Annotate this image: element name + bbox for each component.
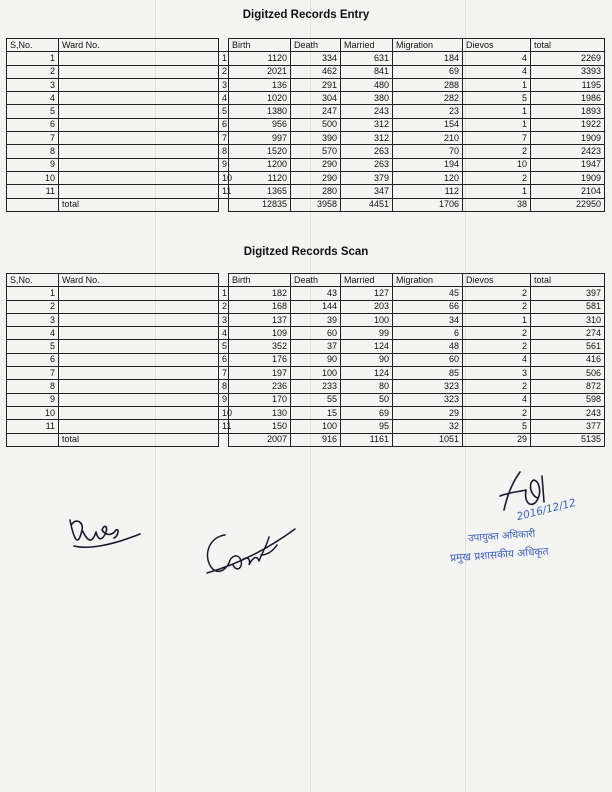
- value-cell: 69: [393, 65, 463, 78]
- value-cell: 872: [531, 380, 605, 393]
- value-cell: 4: [463, 393, 531, 406]
- value-cell: 66: [393, 300, 463, 313]
- value-cell: 312: [341, 132, 393, 145]
- total-value-cell: 38: [463, 198, 531, 211]
- value-cell: 263: [341, 158, 393, 171]
- table-row: [7, 65, 605, 78]
- table-row: [7, 353, 605, 366]
- value-cell: 631: [341, 52, 393, 65]
- table-row: [7, 145, 605, 158]
- value-cell: 203: [341, 300, 393, 313]
- column-header: Death: [291, 39, 341, 52]
- serial-number-cell: 6: [7, 118, 59, 131]
- column-header: Married: [341, 39, 393, 52]
- value-cell: 120: [393, 171, 463, 184]
- total-value-cell: 3958: [291, 198, 341, 211]
- total-value-cell: 5135: [531, 433, 605, 446]
- value-cell: 80: [341, 380, 393, 393]
- total-value-cell: 4451: [341, 198, 393, 211]
- value-cell: 15: [291, 406, 341, 419]
- value-cell: 282: [393, 92, 463, 105]
- ward-blank-cell: [59, 300, 219, 313]
- serial-number-cell: 3: [7, 313, 59, 326]
- value-cell: 70: [393, 145, 463, 158]
- value-cell: 379: [341, 171, 393, 184]
- value-cell: 95: [341, 420, 393, 433]
- value-cell: 380: [341, 92, 393, 105]
- blank-cell: [219, 198, 229, 211]
- ward-blank-cell: [59, 52, 219, 65]
- value-cell: 1200: [229, 158, 291, 171]
- value-cell: 581: [531, 300, 605, 313]
- ward-blank-cell: [59, 340, 219, 353]
- value-cell: 2: [463, 171, 531, 184]
- value-cell: 124: [341, 367, 393, 380]
- value-cell: 390: [291, 132, 341, 145]
- total-value-cell: 12835: [229, 198, 291, 211]
- serial-number-cell: 4: [7, 92, 59, 105]
- column-header: Migration: [393, 39, 463, 52]
- ward-number-cell: 4: [219, 327, 229, 340]
- ward-number-cell: 10: [219, 406, 229, 419]
- ward-blank-cell: [59, 185, 219, 198]
- value-cell: 598: [531, 393, 605, 406]
- value-cell: 2: [463, 300, 531, 313]
- value-cell: 39: [291, 313, 341, 326]
- table-row: [7, 367, 605, 380]
- serial-number-cell: 4: [7, 327, 59, 340]
- serial-number-cell: 2: [7, 65, 59, 78]
- value-cell: 176: [229, 353, 291, 366]
- blank-cell: [219, 433, 229, 446]
- ward-blank-cell: [59, 105, 219, 118]
- ward-blank-cell: [59, 313, 219, 326]
- serial-number-cell: 11: [7, 420, 59, 433]
- column-header: Migration: [393, 274, 463, 287]
- value-cell: 462: [291, 65, 341, 78]
- column-header: S,No.: [7, 39, 59, 52]
- value-cell: 500: [291, 118, 341, 131]
- total-label-cell: total: [59, 198, 219, 211]
- ward-number-cell: 9: [219, 393, 229, 406]
- value-cell: 154: [393, 118, 463, 131]
- serial-number-cell: 1: [7, 287, 59, 300]
- value-cell: 3: [463, 367, 531, 380]
- value-cell: 1365: [229, 185, 291, 198]
- value-cell: 290: [291, 171, 341, 184]
- value-cell: 144: [291, 300, 341, 313]
- value-cell: 34: [393, 313, 463, 326]
- ward-blank-cell: [59, 145, 219, 158]
- table-row: [7, 132, 605, 145]
- table-row: [7, 92, 605, 105]
- value-cell: 55: [291, 393, 341, 406]
- ward-blank-cell: [59, 420, 219, 433]
- value-cell: 4: [463, 353, 531, 366]
- value-cell: 1922: [531, 118, 605, 131]
- value-cell: 233: [291, 380, 341, 393]
- value-cell: 377: [531, 420, 605, 433]
- value-cell: 100: [341, 313, 393, 326]
- ward-blank-cell: [59, 78, 219, 91]
- blank-cell: [7, 433, 59, 446]
- value-cell: 1986: [531, 92, 605, 105]
- ward-blank-cell: [59, 118, 219, 131]
- table-row: [7, 327, 605, 340]
- value-cell: 137: [229, 313, 291, 326]
- table-row: [7, 340, 605, 353]
- scan-records-table: [6, 273, 605, 447]
- value-cell: 416: [531, 353, 605, 366]
- value-cell: 182: [229, 287, 291, 300]
- value-cell: 90: [291, 353, 341, 366]
- total-value-cell: 1051: [393, 433, 463, 446]
- value-cell: 334: [291, 52, 341, 65]
- ward-blank-cell: [59, 353, 219, 366]
- value-cell: 168: [229, 300, 291, 313]
- value-cell: 323: [393, 393, 463, 406]
- value-cell: 310: [531, 313, 605, 326]
- total-value-cell: 22950: [531, 198, 605, 211]
- ward-blank-cell: [59, 92, 219, 105]
- serial-number-cell: 5: [7, 340, 59, 353]
- value-cell: 150: [229, 420, 291, 433]
- stamp-office: प्रमुख प्रशासकीय अधिकृत: [449, 545, 549, 565]
- entry-table-title: Digitzed Records Entry: [242, 9, 370, 21]
- value-cell: 60: [291, 327, 341, 340]
- ward-blank-cell: [59, 158, 219, 171]
- value-cell: 3393: [531, 65, 605, 78]
- table-header-row: [7, 39, 605, 52]
- ward-number-cell: 7: [219, 132, 229, 145]
- value-cell: 32: [393, 420, 463, 433]
- value-cell: 247: [291, 105, 341, 118]
- value-cell: 1120: [229, 171, 291, 184]
- table-row: [7, 78, 605, 91]
- value-cell: 2104: [531, 185, 605, 198]
- value-cell: 841: [341, 65, 393, 78]
- ward-number-cell: 11: [219, 420, 229, 433]
- ward-number-cell: 10: [219, 171, 229, 184]
- serial-number-cell: 7: [7, 367, 59, 380]
- value-cell: 274: [531, 327, 605, 340]
- value-cell: 280: [291, 185, 341, 198]
- column-header: Dievos: [463, 39, 531, 52]
- ward-blank-cell: [59, 65, 219, 78]
- value-cell: 2021: [229, 65, 291, 78]
- value-cell: 2: [463, 380, 531, 393]
- ward-number-cell: 2: [219, 300, 229, 313]
- value-cell: 60: [393, 353, 463, 366]
- ward-number-cell: 5: [219, 340, 229, 353]
- signature-left: [60, 500, 150, 560]
- value-cell: 100: [291, 367, 341, 380]
- value-cell: 290: [291, 158, 341, 171]
- serial-number-cell: 8: [7, 145, 59, 158]
- value-cell: 1947: [531, 158, 605, 171]
- value-cell: 45: [393, 287, 463, 300]
- value-cell: 23: [393, 105, 463, 118]
- value-cell: 2: [463, 287, 531, 300]
- total-row: [7, 198, 605, 211]
- value-cell: 243: [341, 105, 393, 118]
- ward-number-cell: 5: [219, 105, 229, 118]
- value-cell: 2: [463, 145, 531, 158]
- value-cell: 263: [341, 145, 393, 158]
- value-cell: 1909: [531, 132, 605, 145]
- value-cell: 956: [229, 118, 291, 131]
- value-cell: 112: [393, 185, 463, 198]
- column-header: S,No.: [7, 274, 59, 287]
- ward-blank-cell: [59, 380, 219, 393]
- column-header: Ward No.: [59, 39, 219, 52]
- column-header: Ward No.: [59, 274, 219, 287]
- value-cell: 130: [229, 406, 291, 419]
- value-cell: 90: [341, 353, 393, 366]
- value-cell: 43: [291, 287, 341, 300]
- value-cell: 1: [463, 185, 531, 198]
- value-cell: 50: [341, 393, 393, 406]
- total-value-cell: 1706: [393, 198, 463, 211]
- total-label-cell: total: [59, 433, 219, 446]
- table-row: [7, 393, 605, 406]
- value-cell: 561: [531, 340, 605, 353]
- value-cell: 1909: [531, 171, 605, 184]
- value-cell: 48: [393, 340, 463, 353]
- value-cell: 347: [341, 185, 393, 198]
- value-cell: 85: [393, 367, 463, 380]
- table-row: [7, 52, 605, 65]
- table-row: [7, 118, 605, 131]
- table-row: [7, 105, 605, 118]
- ward-blank-cell: [59, 393, 219, 406]
- table-row: [7, 171, 605, 184]
- table-row: [7, 185, 605, 198]
- value-cell: 1520: [229, 145, 291, 158]
- table-row: [7, 420, 605, 433]
- value-cell: 4: [463, 52, 531, 65]
- value-cell: 5: [463, 420, 531, 433]
- value-cell: 570: [291, 145, 341, 158]
- column-header: Birth: [229, 39, 291, 52]
- ward-number-cell: 6: [219, 353, 229, 366]
- column-header: [219, 274, 229, 287]
- value-cell: 29: [393, 406, 463, 419]
- value-cell: 2: [463, 406, 531, 419]
- serial-number-cell: 11: [7, 185, 59, 198]
- ward-blank-cell: [59, 171, 219, 184]
- ward-blank-cell: [59, 406, 219, 419]
- ward-number-cell: 3: [219, 313, 229, 326]
- value-cell: 37: [291, 340, 341, 353]
- serial-number-cell: 10: [7, 406, 59, 419]
- value-cell: 312: [341, 118, 393, 131]
- serial-number-cell: 7: [7, 132, 59, 145]
- column-header: Dievos: [463, 274, 531, 287]
- total-value-cell: 29: [463, 433, 531, 446]
- value-cell: 184: [393, 52, 463, 65]
- table-row: [7, 406, 605, 419]
- value-cell: 194: [393, 158, 463, 171]
- value-cell: 323: [393, 380, 463, 393]
- column-header: total: [531, 274, 605, 287]
- signature-center: [195, 515, 305, 585]
- value-cell: 170: [229, 393, 291, 406]
- value-cell: 397: [531, 287, 605, 300]
- value-cell: 2269: [531, 52, 605, 65]
- table-header-row: [7, 274, 605, 287]
- ward-blank-cell: [59, 287, 219, 300]
- column-header: [219, 39, 229, 52]
- value-cell: 1: [463, 118, 531, 131]
- total-value-cell: 916: [291, 433, 341, 446]
- value-cell: 6: [393, 327, 463, 340]
- ward-blank-cell: [59, 367, 219, 380]
- value-cell: 997: [229, 132, 291, 145]
- value-cell: 197: [229, 367, 291, 380]
- column-header: total: [531, 39, 605, 52]
- handwritten-date: 2016/12/12: [515, 496, 578, 524]
- value-cell: 288: [393, 78, 463, 91]
- total-row: [7, 433, 605, 446]
- serial-number-cell: 6: [7, 353, 59, 366]
- table-row: [7, 380, 605, 393]
- ward-number-cell: 9: [219, 158, 229, 171]
- value-cell: 127: [341, 287, 393, 300]
- value-cell: 1893: [531, 105, 605, 118]
- value-cell: 1020: [229, 92, 291, 105]
- column-header: Death: [291, 274, 341, 287]
- value-cell: 5: [463, 92, 531, 105]
- value-cell: 100: [291, 420, 341, 433]
- value-cell: 99: [341, 327, 393, 340]
- value-cell: 7: [463, 132, 531, 145]
- table-row: [7, 158, 605, 171]
- value-cell: 10: [463, 158, 531, 171]
- table-row: [7, 287, 605, 300]
- serial-number-cell: 9: [7, 393, 59, 406]
- value-cell: 4: [463, 65, 531, 78]
- serial-number-cell: 9: [7, 158, 59, 171]
- serial-number-cell: 5: [7, 105, 59, 118]
- value-cell: 124: [341, 340, 393, 353]
- value-cell: 506: [531, 367, 605, 380]
- value-cell: 210: [393, 132, 463, 145]
- serial-number-cell: 10: [7, 171, 59, 184]
- ward-blank-cell: [59, 132, 219, 145]
- ward-number-cell: 1: [219, 52, 229, 65]
- ward-number-cell: 8: [219, 380, 229, 393]
- value-cell: 2423: [531, 145, 605, 158]
- value-cell: 109: [229, 327, 291, 340]
- ward-number-cell: 8: [219, 145, 229, 158]
- ward-number-cell: 1: [219, 287, 229, 300]
- value-cell: 1195: [531, 78, 605, 91]
- ward-number-cell: 2: [219, 65, 229, 78]
- entry-records-table: [6, 38, 605, 212]
- ward-number-cell: 4: [219, 92, 229, 105]
- scan-table-title: Digitzed Records Scan: [243, 246, 369, 258]
- value-cell: 352: [229, 340, 291, 353]
- value-cell: 136: [229, 78, 291, 91]
- value-cell: 1380: [229, 105, 291, 118]
- ward-number-cell: 6: [219, 118, 229, 131]
- value-cell: 480: [341, 78, 393, 91]
- table-row: [7, 300, 605, 313]
- value-cell: 236: [229, 380, 291, 393]
- value-cell: 1120: [229, 52, 291, 65]
- value-cell: 1: [463, 313, 531, 326]
- value-cell: 2: [463, 340, 531, 353]
- value-cell: 2: [463, 327, 531, 340]
- total-value-cell: 2007: [229, 433, 291, 446]
- stamp-designation: उपायुक्त अधिकारी: [467, 528, 536, 545]
- serial-number-cell: 8: [7, 380, 59, 393]
- column-header: Birth: [229, 274, 291, 287]
- ward-blank-cell: [59, 327, 219, 340]
- value-cell: 1: [463, 105, 531, 118]
- value-cell: 69: [341, 406, 393, 419]
- ward-number-cell: 3: [219, 78, 229, 91]
- column-header: Married: [341, 274, 393, 287]
- serial-number-cell: 3: [7, 78, 59, 91]
- serial-number-cell: 1: [7, 52, 59, 65]
- value-cell: 291: [291, 78, 341, 91]
- signature-right-initials: [480, 462, 600, 534]
- blank-cell: [7, 198, 59, 211]
- total-value-cell: 1161: [341, 433, 393, 446]
- serial-number-cell: 2: [7, 300, 59, 313]
- value-cell: 304: [291, 92, 341, 105]
- ward-number-cell: 7: [219, 367, 229, 380]
- table-row: [7, 313, 605, 326]
- value-cell: 1: [463, 78, 531, 91]
- value-cell: 243: [531, 406, 605, 419]
- ward-number-cell: 11: [219, 185, 229, 198]
